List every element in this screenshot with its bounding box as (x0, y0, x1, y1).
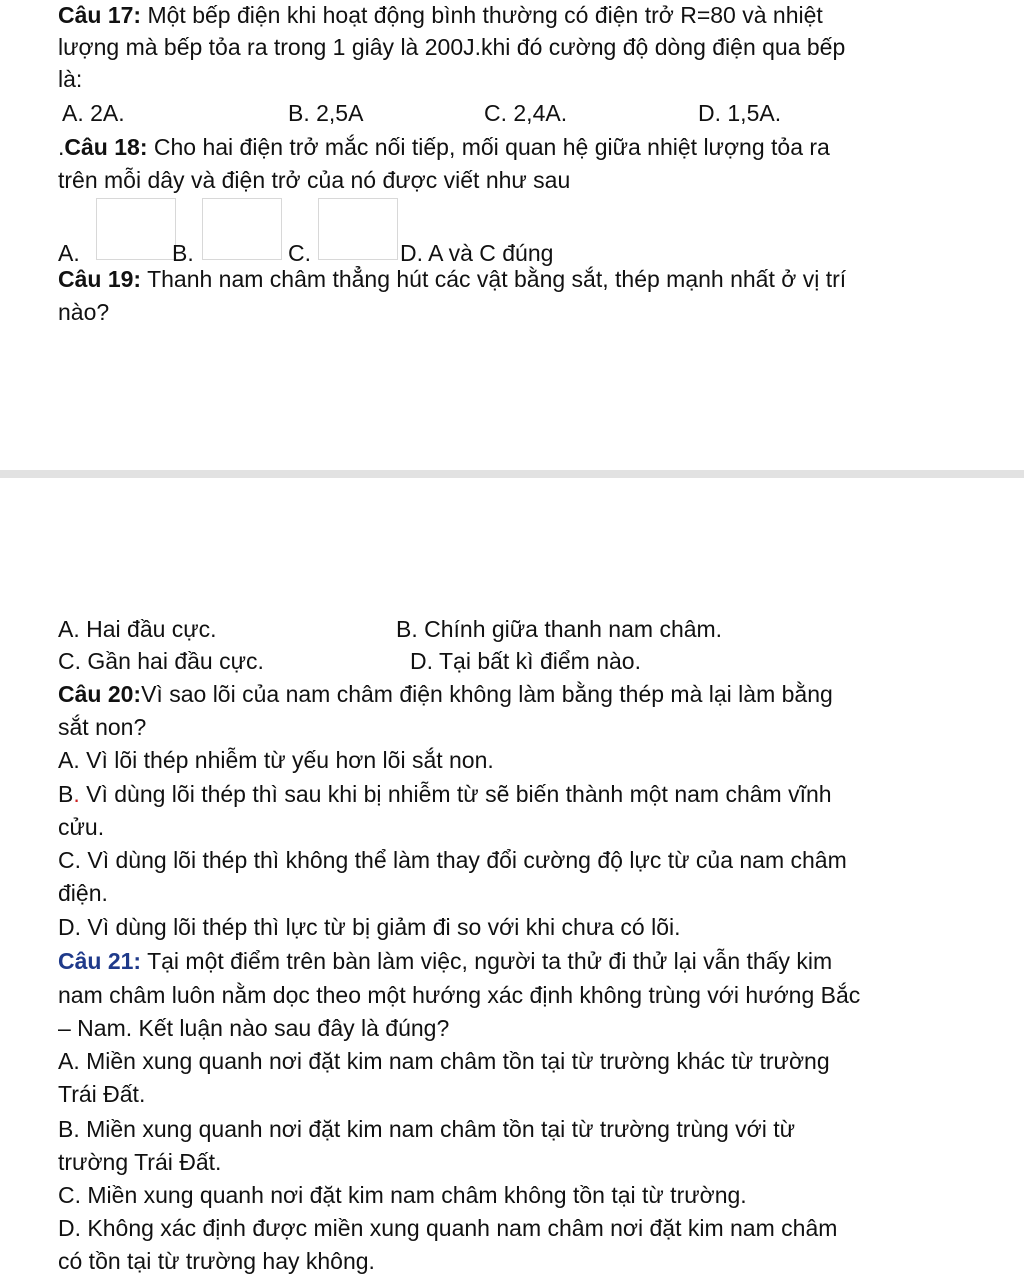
q17-option-d: D. 1,5A. (698, 100, 782, 126)
q19-option-d: D. Tại bất kì điểm nào. (410, 648, 641, 674)
q21-option-b-text-1: B. Miền xung quanh nơi đặt kim nam châm tồn tại từ trường trùng với từ (58, 1116, 796, 1142)
q18-option-c: C. (288, 240, 311, 266)
q21-line1 (58, 946, 832, 976)
q20-option-b-dot: . (73, 781, 80, 807)
q18-number: Câu 18: (64, 134, 148, 160)
q17-option-a: A. 2A. (62, 100, 125, 126)
q21-text-1: Tại một điểm trên bàn làm việc, người ta thử đi thử lại vẫn thấy kim (141, 948, 833, 974)
q20-text-2: sắt non? (58, 714, 147, 740)
q21-text-3: – Nam. Kết luận nào sau đây là đúng? (58, 1015, 450, 1041)
q21-option-a-text-1: A. Miền xung quanh nơi đặt kim nam châm tồn tại từ trường khác từ trường (58, 1048, 830, 1074)
q19-text-2: nào? (58, 299, 110, 325)
q21-option-c: C. Miền xung quanh nơi đặt kim nam châm không tồn tại từ trường. (58, 1182, 747, 1208)
q19-text-1: Thanh nam châm thẳng hút các vật bằng sắt, thép mạnh nhất ở vị trí (141, 266, 847, 292)
q20-option-b-text-2: cửu. (58, 814, 105, 840)
q20-text-1: Vì sao lõi của nam châm điện không làm bằng thép mà lại làm bằng (141, 681, 833, 707)
q18-text-1: Cho hai điện trở mắc nối tiếp, mối quan hệ giữa nhiệt lượng tỏa ra (147, 134, 830, 160)
q21-option-b-text-2: trường Trái Đất. (58, 1149, 222, 1175)
q19-line1 (58, 264, 846, 294)
q17-number: Câu 17: (58, 2, 142, 28)
q20-option-c-text-1: C. Vì dùng lõi thép thì không thể làm thay đổi cường độ lực từ của nam châm (58, 847, 847, 873)
q18-option-b: B. (172, 240, 194, 266)
q20-option-b-letter: B (58, 781, 74, 807)
q21-option-a-text-2: Trái Đất. (58, 1081, 146, 1107)
q17-line1 (58, 0, 823, 30)
q19-option-c: C. Gần hai đầu cực. (58, 648, 264, 674)
q20-option-b-text-1: Vì dùng lõi thép thì sau khi bị nhiễm từ sẽ biến thành một nam châm vĩnh (79, 781, 832, 807)
q19-number: Câu 19: (58, 266, 142, 292)
q20-option-d: D. Vì dùng lõi thép thì lực từ bị giảm đi so với khi chưa có lõi. (58, 914, 681, 940)
q18-option-d: D. A và C đúng (400, 240, 554, 266)
q20-number: Câu 20: (58, 681, 142, 707)
q18-line1 (58, 132, 830, 162)
q18-formula-c-image (318, 198, 398, 260)
q19-option-a: A. Hai đầu cực. (58, 616, 217, 642)
q20-option-c-text-2: điện. (58, 880, 108, 906)
q20-line1 (58, 679, 833, 709)
q21-number: Câu 21: (58, 948, 142, 974)
q18-option-a: A. (58, 240, 80, 266)
q19-option-b: B. Chính giữa thanh nam châm. (396, 616, 723, 642)
q18-formula-a-image (96, 198, 176, 260)
q17-text-2: lượng mà bếp tỏa ra trong 1 giây là 200J.khi đó cường độ dòng điện qua bếp (58, 34, 846, 60)
q20-option-b-line1 (58, 779, 832, 809)
q17-option-c: C. 2,4A. (484, 100, 568, 126)
page-separator (0, 470, 1024, 478)
q21-text-2: nam châm luôn nằm dọc theo một hướng xác định không trùng với hướng Bắc (58, 982, 861, 1008)
q21-option-d-text-2: có tồn tại từ trường hay không. (58, 1248, 375, 1274)
q18-text-2: trên mỗi dây và điện trở của nó được viết như sau (58, 167, 571, 193)
q20-option-a: A. Vì lõi thép nhiễm từ yếu hơn lõi sắt non. (58, 747, 494, 773)
q18-formula-b-image (202, 198, 282, 260)
q17-text-3: là: (58, 66, 83, 92)
q18-prefix: . (58, 134, 65, 160)
q17-text-1: Một bếp điện khi hoạt động bình thường có điện trở R=80 và nhiệt (141, 2, 823, 28)
q17-option-b: B. 2,5A (288, 100, 364, 126)
q21-option-d-text-1: D. Không xác định được miền xung quanh nam châm nơi đặt kim nam châm (58, 1215, 838, 1241)
